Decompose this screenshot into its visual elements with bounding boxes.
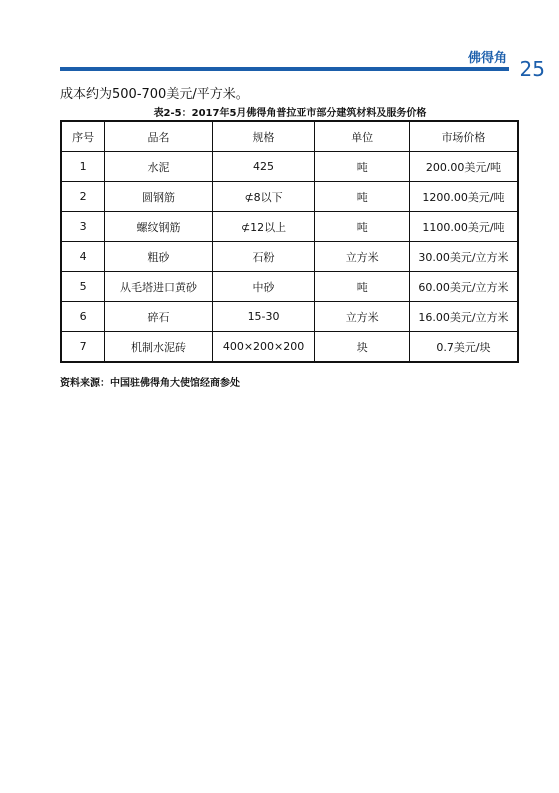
table-row bbox=[61, 182, 518, 212]
table-caption: 表2-5：2017年5月佛得角普拉亚市部分建筑材料及服务价格 bbox=[153, 108, 427, 119]
table-cell: 粗砂 bbox=[105, 242, 212, 272]
table-cell: 圆钢筋 bbox=[105, 182, 212, 212]
table-row bbox=[61, 272, 518, 302]
table-header-row bbox=[61, 121, 518, 152]
table-cell: ⊄12以上 bbox=[212, 212, 315, 242]
column-header: 序号 bbox=[61, 121, 105, 152]
page-number: 25 bbox=[519, 57, 545, 81]
table-cell: 从毛塔进口黄砂 bbox=[105, 272, 212, 302]
table-cell: 1 bbox=[61, 152, 105, 182]
table-cell: 0.7美元/块 bbox=[409, 332, 518, 363]
table-cell: 吨 bbox=[315, 212, 409, 242]
table-cell: 6 bbox=[61, 302, 105, 332]
table-cell: 1200.00美元/吨 bbox=[409, 182, 518, 212]
table-cell: 7 bbox=[61, 332, 105, 363]
column-header: 品名 bbox=[105, 121, 212, 152]
body-paragraph: 成本约为500-700美元/平方米。 bbox=[60, 87, 249, 102]
table-row bbox=[61, 302, 518, 332]
table-cell: 1100.00美元/吨 bbox=[409, 212, 518, 242]
column-header: 单位 bbox=[315, 121, 409, 152]
table-row bbox=[61, 242, 518, 272]
table-cell: 吨 bbox=[315, 182, 409, 212]
table-cell: 60.00美元/立方米 bbox=[409, 272, 518, 302]
table-cell: 16.00美元/立方米 bbox=[409, 302, 518, 332]
table-cell: 3 bbox=[61, 212, 105, 242]
table-cell: 中砂 bbox=[212, 272, 315, 302]
table-cell: 2 bbox=[61, 182, 105, 212]
table-cell: 425 bbox=[212, 152, 315, 182]
column-header: 规格 bbox=[212, 121, 315, 152]
table-cell: 400×200×200 bbox=[212, 332, 315, 363]
table-cell: 吨 bbox=[315, 272, 409, 302]
table-cell: 15-30 bbox=[212, 302, 315, 332]
table-row bbox=[61, 332, 518, 363]
table-cell: 吨 bbox=[315, 152, 409, 182]
table-cell: 4 bbox=[61, 242, 105, 272]
table-cell: 碎石 bbox=[105, 302, 212, 332]
table-cell: 5 bbox=[61, 272, 105, 302]
table-cell: 立方米 bbox=[315, 242, 409, 272]
table-cell: 立方米 bbox=[315, 302, 409, 332]
table-cell: 石粉 bbox=[212, 242, 315, 272]
source-note: 资料来源：中国驻佛得角大使馆经商参处 bbox=[60, 378, 240, 389]
page-header bbox=[0, 0, 559, 80]
table-cell: 200.00美元/吨 bbox=[409, 152, 518, 182]
table-cell: ⊄8以下 bbox=[212, 182, 315, 212]
table-cell: 机制水泥砖 bbox=[105, 332, 212, 363]
table-row bbox=[61, 212, 518, 242]
price-table bbox=[60, 120, 519, 363]
column-header: 市场价格 bbox=[409, 121, 518, 152]
running-header-country: 佛得角 bbox=[467, 51, 507, 66]
table-row bbox=[61, 152, 518, 182]
table-cell: 30.00美元/立方米 bbox=[409, 242, 518, 272]
table-cell: 螺纹钢筋 bbox=[105, 212, 212, 242]
header-rule bbox=[60, 67, 509, 71]
table-cell: 块 bbox=[315, 332, 409, 363]
table-cell: 水泥 bbox=[105, 152, 212, 182]
